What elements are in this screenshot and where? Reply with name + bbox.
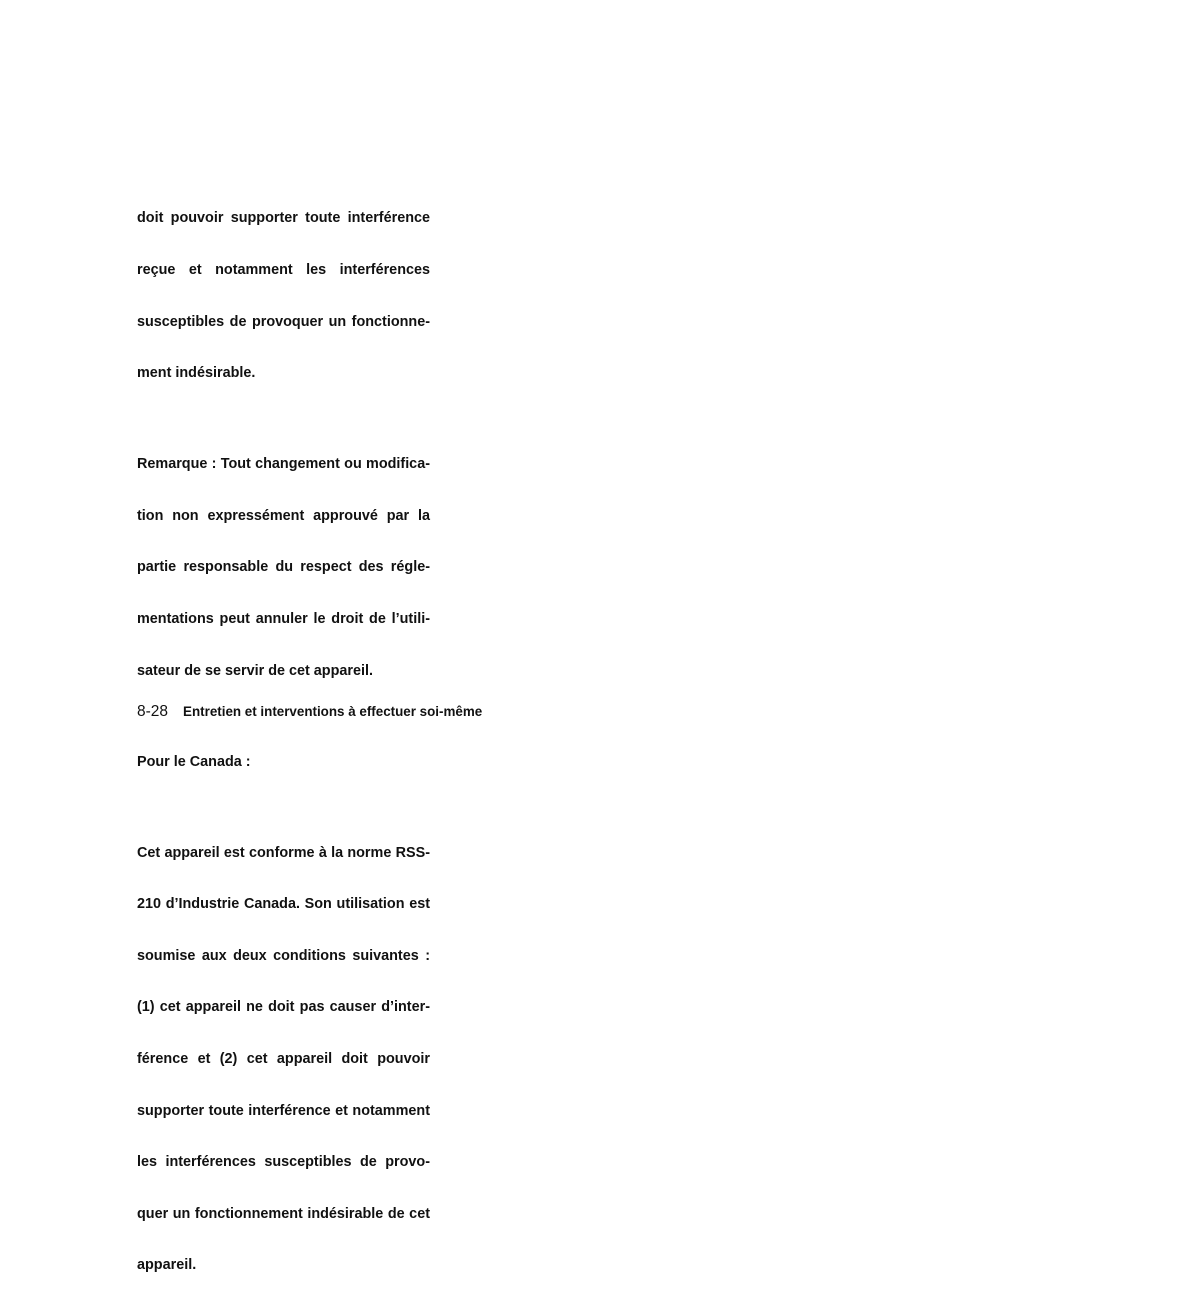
text-line: mentations peut annuler le droit de l’utili- bbox=[137, 610, 430, 627]
text-line: appareil. bbox=[137, 1257, 197, 1274]
text-line: les interférences susceptibles de provo- bbox=[137, 1154, 430, 1171]
paragraph-canada-heading bbox=[137, 719, 430, 805]
text-line: quer un fonctionnement indésirable de cet bbox=[137, 1205, 430, 1222]
page-footer bbox=[137, 703, 482, 723]
text-line: reçue et notamment les interférences bbox=[137, 262, 430, 278]
section-title: Entretien et interventions à effectuer soi-même bbox=[183, 704, 483, 719]
text-column bbox=[137, 176, 430, 1314]
text-line: partie responsable du respect des régle- bbox=[137, 559, 430, 576]
text-line: susceptibles de provoquer un fonctionne- bbox=[137, 313, 430, 330]
text-line: doit pouvoir supporter toute interférence bbox=[137, 210, 430, 227]
text-line: Remarque : Tout changement ou modifica- bbox=[137, 456, 430, 473]
text-line: supporter toute interférence et notamment bbox=[137, 1102, 430, 1119]
paragraph-canada-conformity bbox=[137, 810, 430, 1309]
text-line: 210 d’Industrie Canada. Son utilisation est bbox=[137, 896, 430, 913]
text-line: sateur de se servir de cet appareil. bbox=[137, 662, 373, 679]
text-line: Cet appareil est conforme à la norme RSS- bbox=[137, 844, 430, 861]
page-number: 8-28 bbox=[137, 703, 169, 720]
paragraph-interference-continued bbox=[137, 176, 430, 417]
text-line: tion non expressément approuvé par la bbox=[137, 507, 430, 524]
text-line: ment indésirable. bbox=[137, 365, 256, 382]
text-line: Pour le Canada : bbox=[137, 753, 251, 770]
text-line: (1) cet appareil ne doit pas causer d’inter- bbox=[137, 999, 430, 1016]
paragraph-remark bbox=[137, 422, 430, 714]
text-line: soumise aux deux conditions suivantes : bbox=[137, 947, 430, 964]
text-line: férence et (2) cet appareil doit pouvoir bbox=[137, 1050, 430, 1067]
